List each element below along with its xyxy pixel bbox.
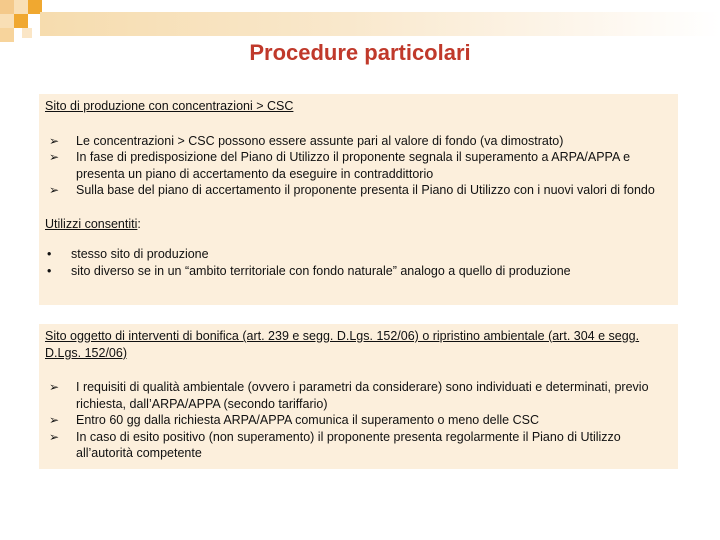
list-item: • stesso sito di produzione [47, 247, 209, 261]
dot-bullet-icon: • [47, 263, 52, 278]
section2-heading: Sito oggetto di interventi di bonifica (art. 239 e segg. D.Lgs. 152/06) o ripristino ambientale (art. 304 e segg. D.Lgs. 152/06) [45, 329, 640, 360]
dot-bullet-icon: • [47, 247, 52, 261]
section1-bullet-list [45, 133, 672, 199]
title-bar-decoration [40, 12, 720, 36]
section-production-site [39, 94, 678, 305]
list-item: ➢ In fase di predisposizione del Piano di Utilizzo il proponente segnala il superamento a ARPA/APPA e presenta un piano di accertamento da eseguire in contraddittorio [49, 150, 631, 181]
section1-heading: Sito di produzione con concentrazioni > CSC [45, 99, 294, 113]
arrow-bullet-icon: ➢ [49, 413, 60, 427]
section2-bullet-list [45, 379, 672, 462]
list-item: ➢ I requisiti di qualità ambientale (ovvero i parametri da considerare) sono individuati e determinati, previo richiesta, dall’ARPA/APPA (secondo tariffario) [49, 380, 649, 411]
list-item: ➢ In caso di esito positivo (non superamento) il proponente presenta regolarmente il Piano di Utilizzo all’autorità competente [49, 429, 621, 460]
list-item: ➢ Entro 60 gg dalla richiesta ARPA/APPA comunica il superamento o meno delle CSC [49, 413, 539, 427]
section-remediation-site [39, 324, 678, 469]
arrow-bullet-icon: ➢ [49, 133, 60, 148]
slide-title: Procedure particolari [249, 40, 471, 65]
arrow-bullet-icon: ➢ [49, 183, 60, 197]
list-item: ➢ Le concentrazioni > CSC possono essere assunte pari al valore di fondo (va dimostrato) [49, 133, 564, 148]
arrow-bullet-icon: ➢ [49, 429, 60, 444]
arrow-bullet-icon: ➢ [49, 380, 60, 394]
list-item: ➢ Sulla base del piano di accertamento il proponente presenta il Piano di Utilizzo con i nuovi valori di fondo [49, 183, 655, 197]
list-item: • sito diverso se in un “ambito territoriale con fondo naturale” analogo a quello di produzione [47, 263, 571, 278]
uses-heading: Utilizzi consentiti: [45, 216, 141, 231]
uses-list [45, 246, 672, 279]
arrow-bullet-icon: ➢ [49, 150, 60, 164]
